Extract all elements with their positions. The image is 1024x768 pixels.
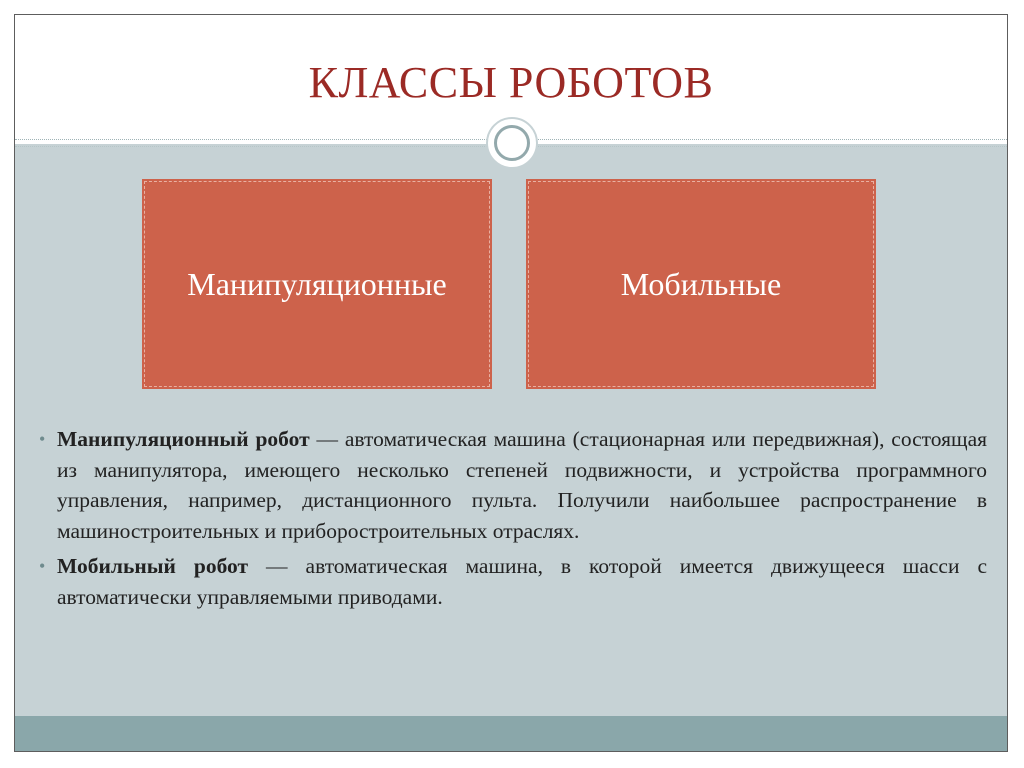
definition-list [39,424,987,617]
circle-ornament-icon [486,117,538,169]
definition-text: — автоматическая машина (стационарная или передвижная), состоящая из манипулятора, имеющего несколько степеней подвижности, и устройства программного управления, например, дистанционного пульта. Получили наибольшее распространение в машиностроительных и приборостроительных отраслях. [57,427,987,543]
slide [14,14,1008,752]
definition-item-manipulation [39,424,987,546]
ornament-ring [494,125,530,161]
class-box-manipulation: Манипуляционные [142,179,492,389]
definition-item-mobile [39,551,987,612]
bullet-icon: • [39,429,46,449]
footer-bar [15,716,1007,752]
slide-title: КЛАССЫ РОБОТОВ [308,58,714,107]
definition-term: Мобильный робот [57,554,249,578]
bullet-icon: • [39,556,46,576]
class-box-mobile: Мобильные [526,179,876,389]
definition-text: — автоматическая машина, в которой имеется движущееся шасси с автоматически управляемыми приводами. [57,554,987,609]
definition-term: Манипуляционный робот [57,427,310,451]
